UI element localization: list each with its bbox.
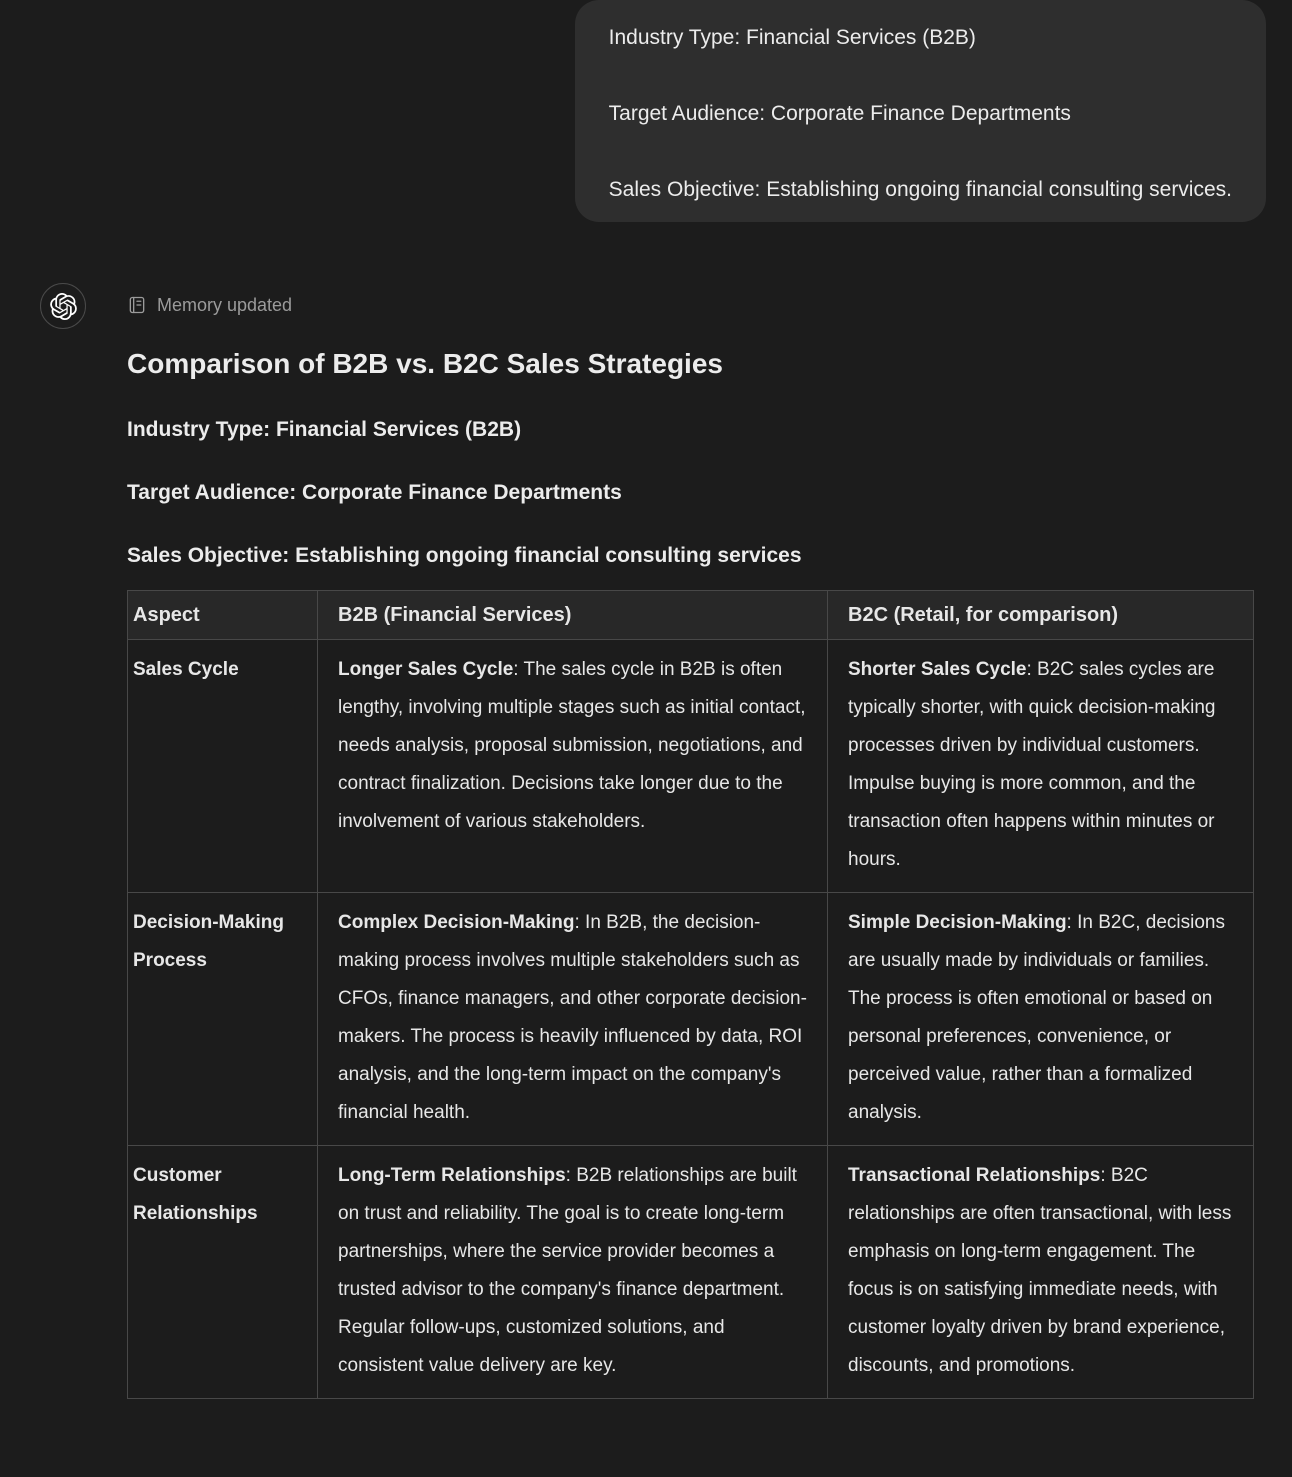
memory-updated-label: Memory updated xyxy=(157,295,293,315)
cell-lead: Long-Term Relationships xyxy=(338,1165,566,1186)
aspect-cell: Decision-Making Process xyxy=(128,893,318,1146)
assistant-message-row xyxy=(0,283,1292,1399)
b2c-cell xyxy=(828,893,1254,1146)
intro-line-audience: Target Audience: Corporate Finance Departments xyxy=(127,481,622,504)
aspect-cell: Sales Cycle xyxy=(128,640,318,893)
user-message-line: Industry Type: Financial Services (B2B) xyxy=(608,26,976,49)
table-header-aspect: Aspect xyxy=(128,591,318,640)
comparison-table xyxy=(127,590,1254,1399)
intro-line-industry: Industry Type: Financial Services (B2B) xyxy=(127,418,522,441)
intro-line-objective: Sales Objective: Establishing ongoing financial consulting services xyxy=(127,544,802,567)
table-header-row xyxy=(128,591,1254,640)
cell-lead: Shorter Sales Cycle xyxy=(848,659,1027,680)
user-message-line: Target Audience: Corporate Finance Departments xyxy=(608,102,1071,125)
assistant-avatar xyxy=(40,283,86,329)
table-row-sales-cycle xyxy=(128,640,1254,893)
memory-icon xyxy=(127,295,147,315)
cell-text: : B2C relationships are often transactional, with less emphasis on long-term engagement. The focus is on satisfying immediate needs, with customer loyalty driven by brand experience, discounts, and promotions. xyxy=(848,1165,1232,1376)
b2c-cell xyxy=(828,1146,1254,1399)
cell-text: : B2B relationships are built on trust and reliability. The goal is to create long-term partnerships, where the service provider becomes a trusted advisor to the company's finance department. Regular follow-ups, customized solutions, and consistent value delivery are key. xyxy=(338,1165,797,1376)
table-row-decision-making xyxy=(128,893,1254,1146)
cell-lead: Complex Decision-Making xyxy=(338,912,575,933)
cell-text: : B2C sales cycles are typically shorter, with quick decision-making processes driven by individual customers. Impulse buying is more common, and the transaction often happens within minutes or hours. xyxy=(848,659,1216,870)
aspect-cell: Customer Relationships xyxy=(128,1146,318,1399)
openai-logo-icon xyxy=(50,293,77,320)
table-row-customer-relationships xyxy=(128,1146,1254,1399)
cell-lead: Simple Decision-Making xyxy=(848,912,1067,933)
cell-text: : In B2C, decisions are usually made by individuals or families. The process is often emotional or based on personal preferences, convenience, or perceived value, rather than a formalized analysis. xyxy=(848,912,1225,1123)
user-message-row xyxy=(0,0,1292,222)
cell-lead: Transactional Relationships xyxy=(848,1165,1101,1186)
memory-updated-chip[interactable] xyxy=(127,292,292,318)
cell-text: : In B2B, the decision-making process involves multiple stakeholders such as CFOs, finance managers, and other corporate decision-makers. The process is heavily influenced by data, ROI analysis, and the long-term impact on the company's financial health. xyxy=(338,912,807,1123)
b2b-cell xyxy=(318,893,828,1146)
cell-text: : The sales cycle in B2B is often lengthy, involving multiple stages such as initial contact, needs analysis, proposal submission, negotiations, and contract finalization. Decisions take longer due to the involvement of various stakeholders. xyxy=(338,659,806,832)
b2b-cell xyxy=(318,640,828,893)
b2b-cell xyxy=(318,1146,828,1399)
table-header-b2c: B2C (Retail, for comparison) xyxy=(828,591,1254,640)
assistant-message-content xyxy=(127,283,1253,1399)
user-message-bubble xyxy=(575,0,1266,222)
user-message-line: Sales Objective: Establishing ongoing financial consulting services. xyxy=(608,178,1232,201)
b2c-cell xyxy=(828,640,1254,893)
cell-lead: Longer Sales Cycle xyxy=(338,659,514,680)
table-header-b2b: B2B (Financial Services) xyxy=(318,591,828,640)
response-heading: Comparison of B2B vs. B2C Sales Strategies xyxy=(127,348,723,379)
